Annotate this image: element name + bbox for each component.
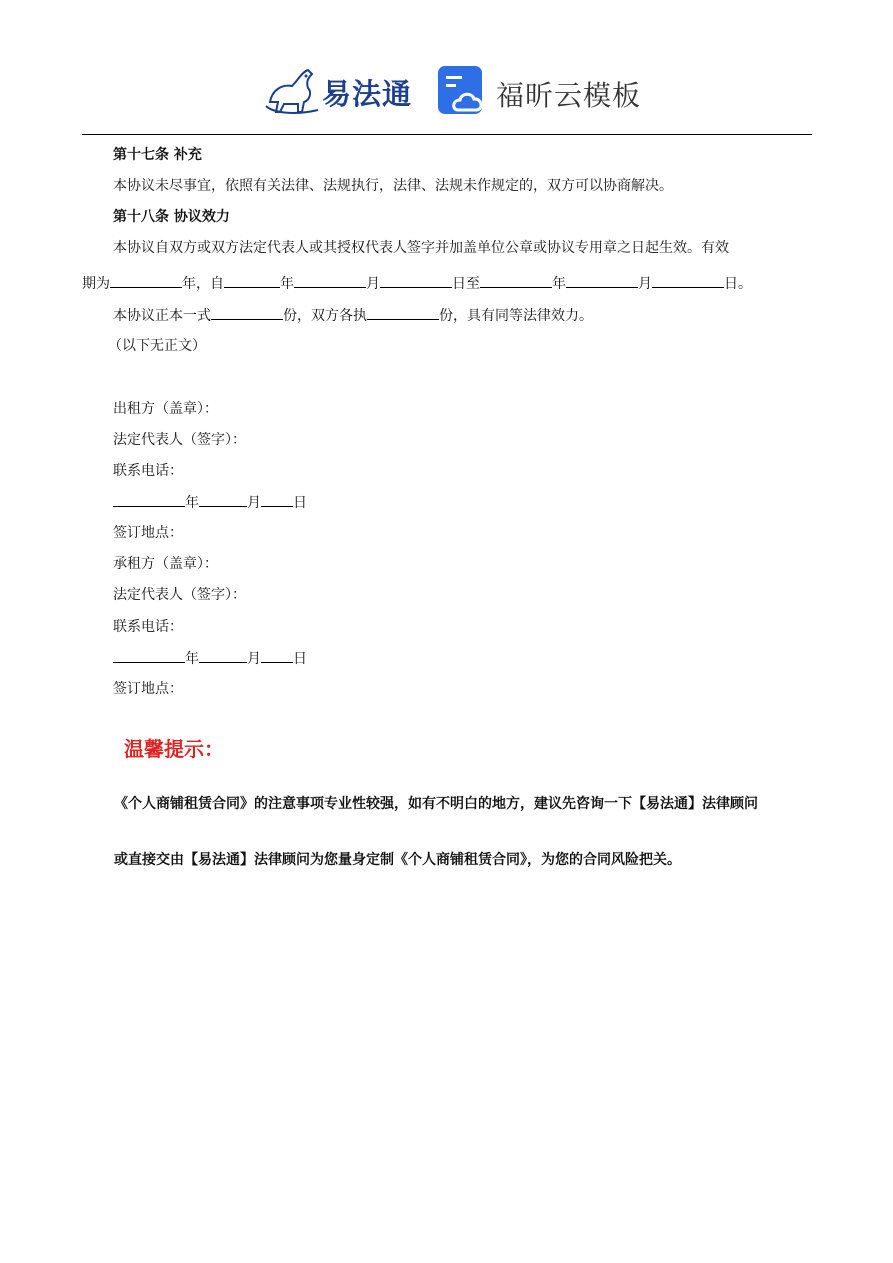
to-label: 日至 xyxy=(452,276,480,292)
lessee-year-blank[interactable] xyxy=(113,649,185,663)
cloud-document-icon xyxy=(436,64,490,118)
foxit-brand-text: 福昕云模板 xyxy=(496,79,642,112)
end-day-label: 日。 xyxy=(724,276,752,292)
lessor-phone-label: 联系电话： xyxy=(113,463,183,479)
each-holds-label: 份，双方各执 xyxy=(283,308,367,324)
each-count-blank[interactable] xyxy=(367,306,439,320)
lessor-month-blank[interactable] xyxy=(199,493,247,507)
period-label: 期为 xyxy=(82,276,110,292)
copies-line xyxy=(113,306,593,325)
lessee-month-blank[interactable] xyxy=(199,649,247,663)
month-label: 月 xyxy=(247,651,261,667)
day-label: 日 xyxy=(293,651,307,667)
year-label: 年 xyxy=(185,651,199,667)
start-month-label: 月 xyxy=(366,276,380,292)
article-18-line-2 xyxy=(82,274,752,293)
lessor-day-blank[interactable] xyxy=(261,493,293,507)
lessor-date-line xyxy=(113,493,307,512)
yifatong-brand-text: 易法通 xyxy=(322,77,413,111)
end-month-blank[interactable] xyxy=(566,274,638,288)
end-year-label: 年 xyxy=(552,276,566,292)
month-label: 月 xyxy=(247,495,261,511)
copies-count-blank[interactable] xyxy=(211,306,283,320)
year-label: 年 xyxy=(185,495,199,511)
article-17-text: 本协议未尽事宜，依照有关法律、法规执行，法律、法规未作规定的，双方可以协商解决。 xyxy=(113,178,673,194)
lessee-rep-label: 法定代表人（签字）： xyxy=(113,587,246,603)
article-18-line-1: 本协议自双方或双方法定代表人或其授权代表人签字并加盖单位公章或协议专用章之日起生效。有效 xyxy=(113,240,729,256)
header-divider xyxy=(82,134,812,135)
period-years-blank[interactable] xyxy=(110,274,182,288)
day-label: 日 xyxy=(293,495,307,511)
warm-tip-title: 温馨提示： xyxy=(124,737,224,761)
lessor-seal-label: 出租方（盖章）： xyxy=(113,401,218,417)
page-header xyxy=(0,0,893,136)
article-18-title: 第十八条 协议效力 xyxy=(113,209,230,225)
start-year-label: 年 xyxy=(280,276,294,292)
lessee-seal-label: 承租方（盖章）： xyxy=(113,556,218,572)
end-month-label: 月 xyxy=(638,276,652,292)
lessor-place-label: 签订地点： xyxy=(113,525,183,541)
lessor-rep-label: 法定代表人（签字）： xyxy=(113,432,246,448)
lessee-place-label: 签订地点： xyxy=(113,681,183,697)
end-year-blank[interactable] xyxy=(480,274,552,288)
equal-effect-label: 份，具有同等法律效力。 xyxy=(439,308,593,324)
horse-icon xyxy=(262,62,322,118)
start-day-blank[interactable] xyxy=(380,274,452,288)
lessee-phone-label: 联系电话： xyxy=(113,619,183,635)
warm-tip-line-1: 《个人商铺租赁合同》的注意事项专业性较强，如有不明白的地方，建议先咨询一下【易法通】法律顾问 xyxy=(114,796,758,812)
lessee-day-blank[interactable] xyxy=(261,649,293,663)
start-year-blank[interactable] xyxy=(224,274,280,288)
article-17-title: 第十七条 补充 xyxy=(113,147,202,163)
start-month-blank[interactable] xyxy=(294,274,366,288)
from-label: 年，自 xyxy=(182,276,224,292)
warm-tip-line-2: 或直接交由【易法通】法律顾问为您量身定制《个人商铺租赁合同》，为您的合同风险把关。 xyxy=(114,852,681,868)
yifatong-logo xyxy=(262,62,412,118)
end-day-blank[interactable] xyxy=(652,274,724,288)
copies-label: 本协议正本一式 xyxy=(113,308,211,324)
lessee-date-line xyxy=(113,649,307,668)
end-of-text-note: （以下无正文） xyxy=(108,338,206,354)
lessor-year-blank[interactable] xyxy=(113,493,185,507)
